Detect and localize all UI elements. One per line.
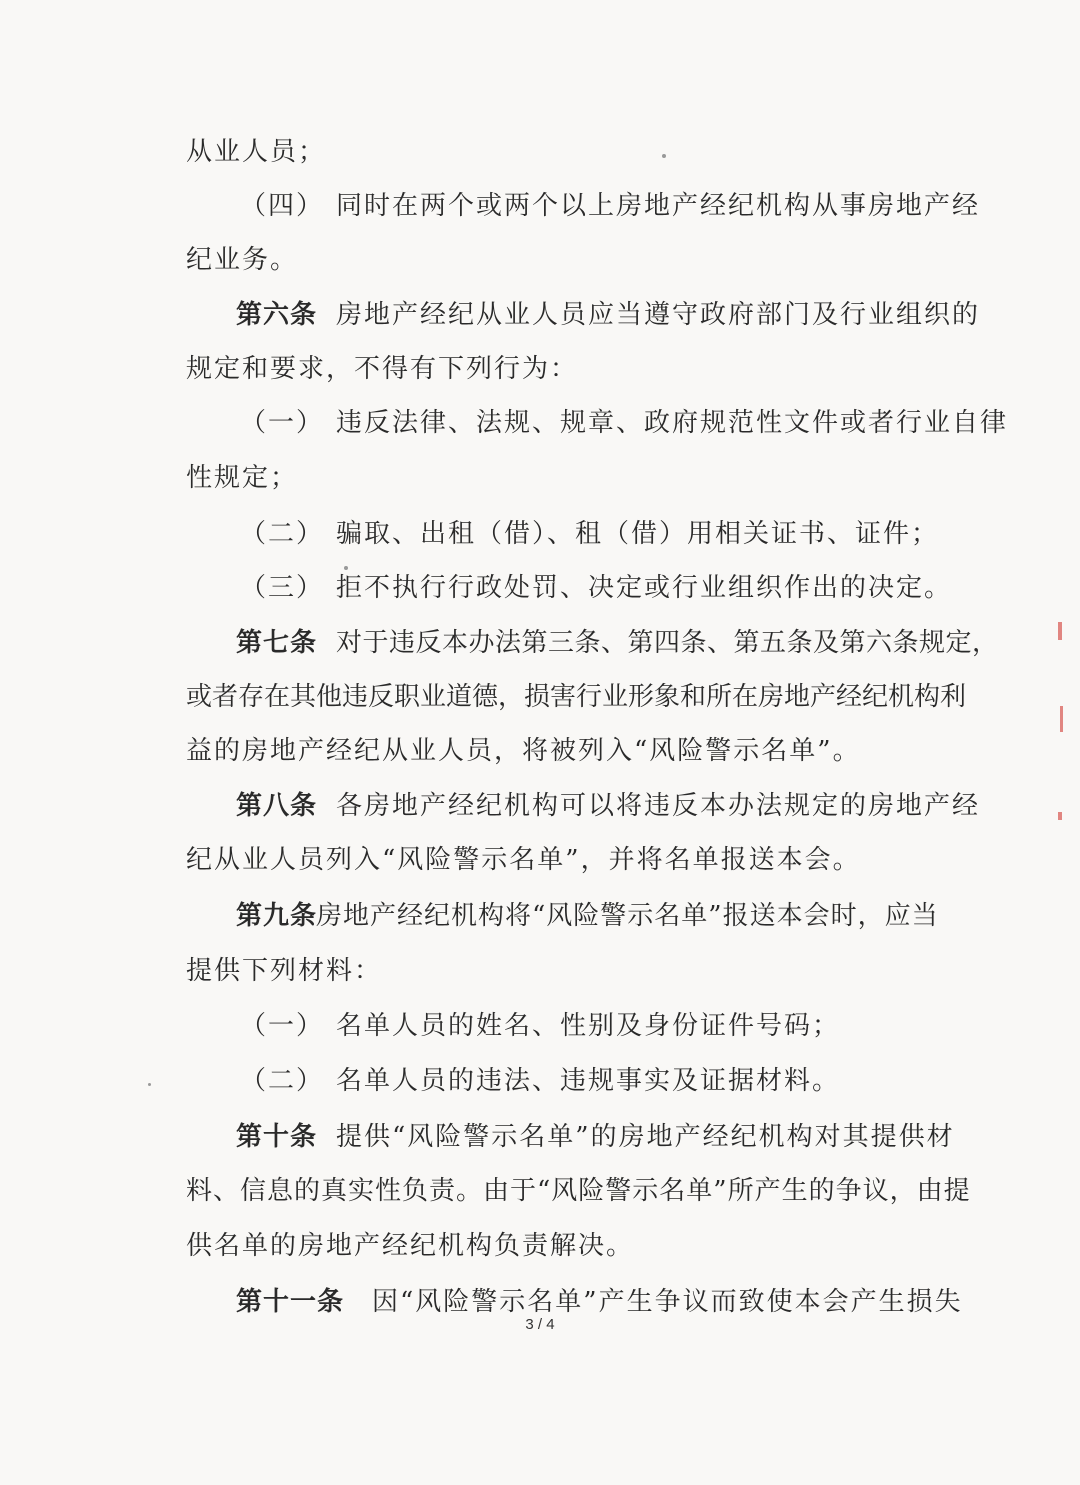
page-number: 3 / 4 [525, 1316, 555, 1333]
article-text: 因“风险警示名单”产生争议而致使本会产生损失 [372, 1287, 963, 1317]
text-line: 供名单的房地产经纪机构负责解决。 [186, 1231, 635, 1261]
item-text: 名单人员的姓名、性别及身份证件号码； [336, 1011, 841, 1041]
text-line: 提供下列材料： [186, 956, 383, 986]
list-item [186, 568, 953, 608]
text-line: 性规定； [186, 463, 299, 493]
text-line: 从业人员； [186, 137, 327, 167]
article-6 [186, 295, 981, 335]
item-number: （二） [240, 1066, 325, 1096]
article-label: 第六条 [236, 300, 318, 330]
item-text: 名单人员的违法、违规事实及证据材料。 [336, 1066, 841, 1096]
item-text: 违反法律、法规、规章、政府规范性文件或者行业自律 [336, 408, 1009, 438]
item-text: 拒不执行行政处罚、决定或行业组织作出的决定。 [336, 573, 953, 603]
text-line: 料、信息的真实性负责。由于“风险警示名单”所产生的争议，由提 [186, 1176, 971, 1206]
article-text: 房地产经纪从业人员应当遵守政府部门及行业组织的 [336, 300, 981, 330]
article-10 [186, 1117, 955, 1157]
text-line: 纪从业人员列入“风险警示名单”，并将名单报送本会。 [186, 845, 861, 875]
article-text: 提供“风险警示名单”的房地产经纪机构对其提供材 [336, 1122, 955, 1152]
item-number: （四） [240, 191, 325, 221]
list-item [186, 186, 981, 226]
list-item [186, 1061, 918, 1101]
text-line: 规定和要求，不得有下列行为： [186, 354, 579, 384]
item-number: （二） [240, 519, 325, 549]
scan-speck [148, 1083, 151, 1086]
article-label: 第十条 [236, 1122, 318, 1152]
item-text: 同时在两个或两个以上房地产经纪机构从事房地产经 [336, 191, 981, 221]
list-item [186, 1006, 918, 1046]
article-text: 房地产经纪机构将“风险警示名单”报送本会时，应当 [316, 901, 939, 931]
text-line: 或者存在其他违反职业道德，损害行业形象和所在房地产经纪机构利 [186, 682, 967, 712]
scan-speck [344, 566, 348, 570]
article-text: 各房地产经纪机构可以将违反本办法规定的房地产经 [336, 791, 981, 821]
text-line: 益的房地产经纪从业人员，将被列入“风险警示名单”。 [186, 736, 861, 766]
item-number: （三） [240, 573, 325, 603]
list-item [186, 514, 940, 554]
stamp-edge-mark [1058, 622, 1062, 640]
scan-speck [662, 154, 666, 158]
article-label: 第七条 [236, 628, 318, 658]
item-text: 骗取、出租（借）、租（借）用相关证书、证件； [336, 519, 940, 549]
stamp-edge-mark [1058, 812, 1062, 820]
stamp-edge-mark [1060, 706, 1063, 732]
article-label: 第八条 [236, 791, 318, 821]
item-number: （一） [240, 1011, 325, 1041]
article-text: 对于违反本办法第三条、第四条、第五条及第六条规定， [336, 628, 999, 658]
article-label: 第九条 [236, 901, 318, 931]
article-label: 第十一条 [236, 1287, 345, 1317]
list-item [186, 403, 1009, 443]
item-number: （一） [240, 408, 325, 438]
article-8 [186, 786, 981, 826]
text-line: 纪业务。 [186, 245, 299, 275]
article-7 [186, 623, 999, 663]
article-9 [186, 896, 939, 936]
